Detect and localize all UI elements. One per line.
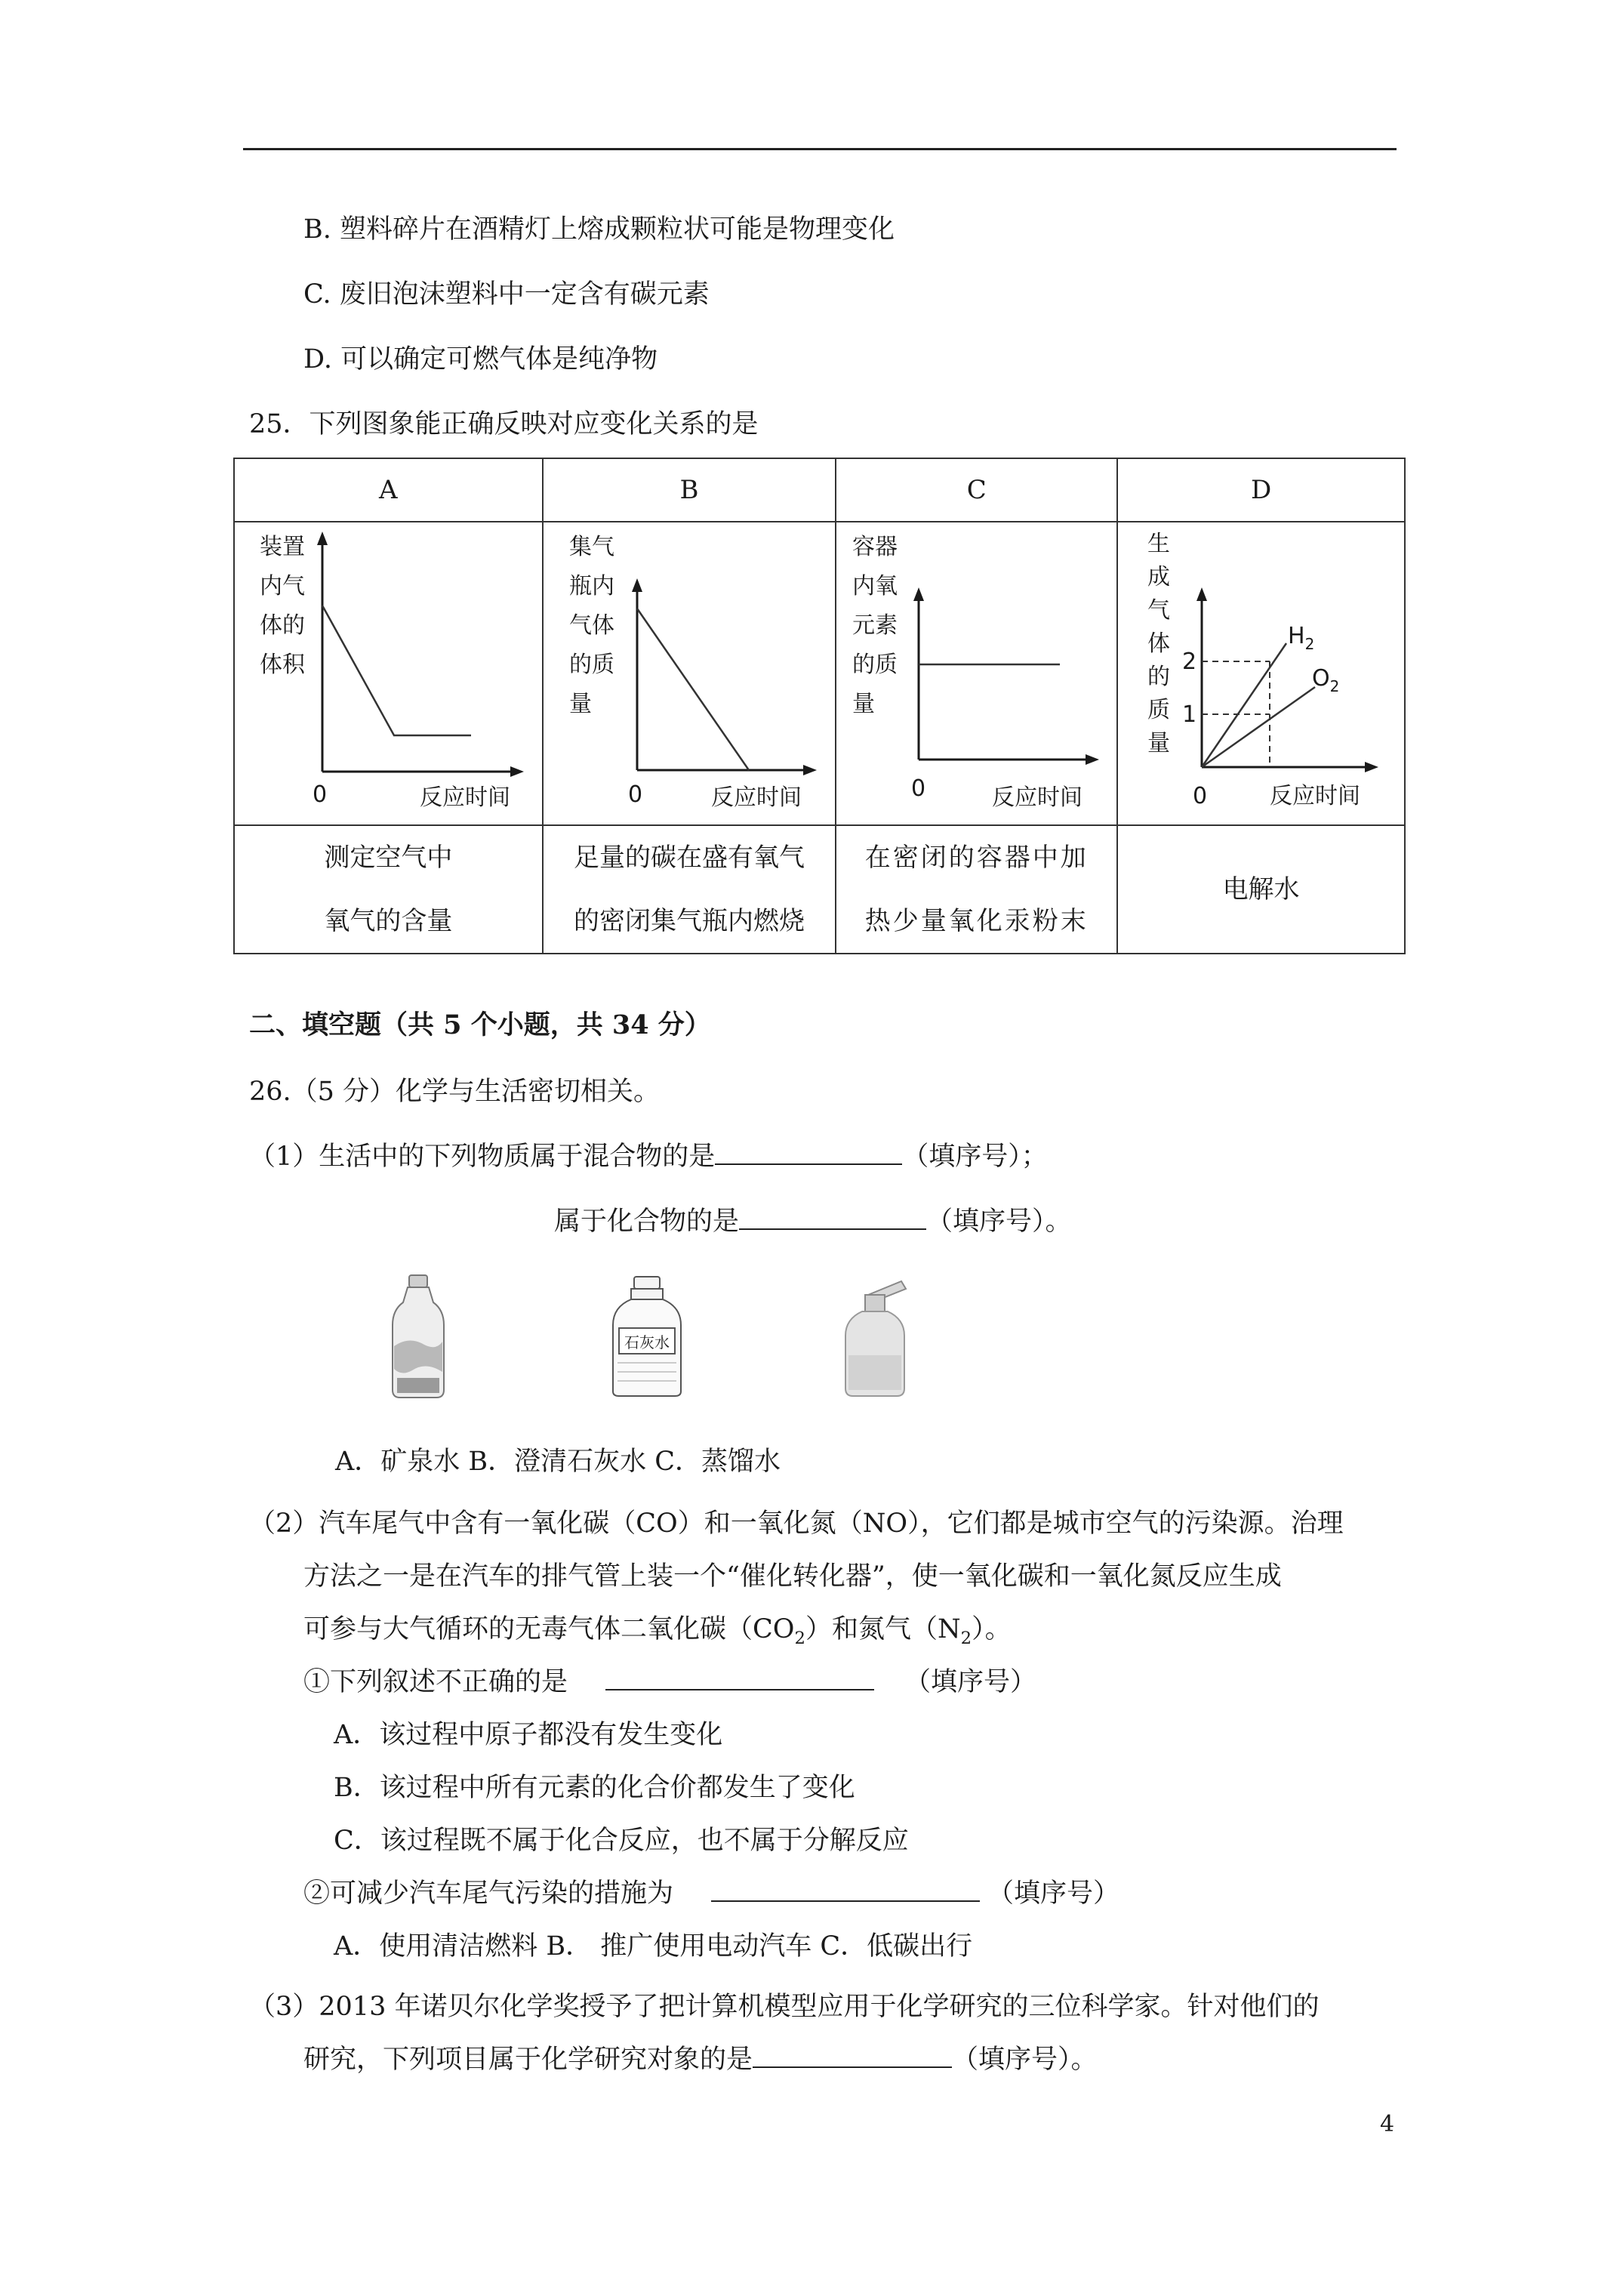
caption-b <box>543 825 836 954</box>
graph-d-ylabel-6: 质 <box>1147 697 1170 723</box>
q26-p3-line2 <box>303 2043 1098 2076</box>
graph-b-ylabel-3: 气体 <box>569 612 615 639</box>
caption-c <box>836 825 1117 954</box>
col-header-a: A <box>234 458 543 522</box>
q26-p1-a-suffix: （填序号）； <box>902 1142 1048 1172</box>
q26-p1-b-suffix: （填序号）。 <box>926 1207 1072 1237</box>
graph-c-ylabel <box>852 534 898 717</box>
q26-s1-suffix: （填序号） <box>904 1667 1037 1697</box>
q26-s1-text: ①下列叙述不正确的是 <box>303 1667 568 1697</box>
caption-d-line1: 电解水 <box>1222 874 1300 905</box>
mineral-water-bottle-image <box>387 1272 450 1401</box>
option-b: B. 塑料碎片在酒精灯上熔成颗粒状可能是物理变化 <box>303 214 895 245</box>
q26-p1-b-text: 属于化合物的是 <box>554 1207 740 1237</box>
graph-d-ylabel-2: 成 <box>1147 564 1170 590</box>
graph-d-ylabel-5: 的 <box>1147 664 1170 690</box>
q26-p2-line3-a: 可参与大气循环的无毒气体二氧化碳（CO <box>303 1614 795 1644</box>
graph-b-ylabel-4: 的质 <box>569 652 615 678</box>
graph-d-tick-2: 2 <box>1181 649 1196 675</box>
n2-subscript: 2 <box>960 1629 972 1648</box>
q26-s1-c: C．该过程既不属于化合反应，也不属于分解反应 <box>334 1826 909 1856</box>
q26-s2-text: ②可减少汽车尾气污染的措施为 <box>303 1878 674 1909</box>
caption-d <box>1117 825 1405 954</box>
graph-d-tick-1: 1 <box>1181 701 1196 728</box>
graph-b-ylabel-5: 量 <box>569 691 593 717</box>
graph-a-x-arrow <box>510 766 524 777</box>
graph-c-origin: 0 <box>910 775 925 802</box>
limewater-label-text: 石灰水 <box>624 1333 670 1351</box>
q26-p2-line3 <box>303 1613 1012 1655</box>
answer-blank-compound[interactable] <box>739 1206 926 1230</box>
col-header-b: B <box>543 458 836 522</box>
graph-d-h2-label: $H_2$ <box>1287 623 1314 653</box>
caption-a-line1: 测定空气中 <box>324 843 453 873</box>
q26-p3-line2-suffix: （填序号）。 <box>952 2045 1098 2075</box>
q26-p1-b <box>554 1205 1072 1238</box>
graph-a-ylabel-1: 装置 <box>260 534 306 560</box>
graph-d <box>1119 524 1404 823</box>
graph-d-ylabel-1: 生 <box>1147 531 1170 557</box>
graph-d-cell <box>1117 522 1405 825</box>
graph-a <box>237 524 539 823</box>
graph-a-y-arrow <box>317 532 328 545</box>
q25-stem: 25．下列图象能正确反映对应变化关系的是 <box>249 409 759 439</box>
graph-a-origin: 0 <box>313 781 328 808</box>
q25-table <box>233 458 1406 954</box>
graph-c-ylabel-5: 量 <box>852 691 875 717</box>
section-heading: 二、填空题（共 5 个小题，共 34 分） <box>249 1009 711 1040</box>
graph-b-ylabel <box>569 534 614 717</box>
graph-a-ylabel-3: 体的 <box>260 612 306 639</box>
option-c: C. 废旧泡沫塑料中一定含有碳元素 <box>303 279 710 310</box>
q26-p2-line3-c: ）。 <box>972 1614 1012 1644</box>
caption-a <box>234 825 543 954</box>
graph-c-ylabel-4: 的质 <box>852 652 898 678</box>
graph-d-xlabel: 反应时间 <box>1269 783 1360 809</box>
caption-b-line2: 的密闭集气瓶内燃烧 <box>573 906 805 936</box>
caption-a-line2: 氧气的含量 <box>324 906 453 936</box>
col-header-c: C <box>836 458 1117 522</box>
graph-b-y-arrow <box>632 578 642 592</box>
q26-stem: 26.（5 分）化学与生活密切相关。 <box>249 1077 661 1107</box>
graph-b-curve <box>637 609 749 770</box>
graph-b-origin: 0 <box>628 781 643 808</box>
graph-c-ylabel-2: 内氧 <box>852 573 898 599</box>
graph-a-ylabel-2: 内气 <box>260 573 306 599</box>
header-rule <box>243 148 1397 150</box>
caption-c-line2: 热少量氧化汞粉末 <box>864 906 1089 936</box>
q26-p1-a <box>249 1140 1048 1173</box>
answer-blank-research-object[interactable] <box>753 2044 952 2068</box>
graph-d-o2-line <box>1202 687 1315 767</box>
graph-c <box>837 524 1116 823</box>
graph-a-ylabel-4: 体积 <box>260 652 306 678</box>
graph-d-x-arrow <box>1365 762 1378 772</box>
graph-b-cell <box>543 522 836 825</box>
q26-s1 <box>303 1666 1036 1699</box>
graph-b-xlabel: 反应时间 <box>711 784 802 811</box>
graph-d-ylabel-3: 气 <box>1147 597 1170 624</box>
col-header-d: D <box>1117 458 1405 522</box>
q26-p1-a-text: （1）生活中的下列物质属于混合物的是 <box>249 1142 716 1172</box>
graph-a-ylabel <box>260 534 306 678</box>
q26-p2-line2: 方法之一是在汽车的排气管上装一个“催化转化器”，使一氧化碳和一氧化氮反应生成 <box>303 1561 1282 1592</box>
page-number: 4 <box>1380 2111 1395 2137</box>
q26-p3-line1: （3）2013 年诺贝尔化学奖授予了把计算机模型应用于化学研究的三位科学家。针对他们的 <box>249 1992 1320 2022</box>
graph-b-x-arrow <box>803 765 817 775</box>
graph-c-ylabel-3: 元素 <box>852 612 898 639</box>
graph-c-x-arrow <box>1086 754 1099 765</box>
q26-s2-suffix: （填序号） <box>987 1878 1120 1909</box>
q26-p1-choices: A．矿泉水 B．澄清石灰水 C．蒸馏水 <box>335 1447 781 1477</box>
q26-p3-line2-text: 研究，下列项目属于化学研究对象的是 <box>303 2045 753 2075</box>
graph-a-xlabel: 反应时间 <box>420 784 511 811</box>
graph-c-y-arrow <box>913 587 924 601</box>
q26-s1-b: B．该过程中所有元素的化合价都发生了变化 <box>334 1773 855 1803</box>
graph-c-cell <box>836 522 1117 825</box>
caption-b-line1: 足量的碳在盛有氧气 <box>573 843 805 873</box>
graph-d-y-arrow <box>1196 587 1207 601</box>
co2-subscript: 2 <box>794 1629 805 1648</box>
graph-b-ylabel-1: 集气 <box>569 534 615 560</box>
distilled-water-bottle-image <box>838 1272 919 1401</box>
answer-blank-incorrect-statement[interactable] <box>605 1666 874 1690</box>
answer-blank-measure[interactable] <box>711 1878 980 1902</box>
caption-c-line1: 在密闭的容器中加 <box>864 843 1089 873</box>
q26-p2-line3-b: ）和氮气（N <box>805 1614 961 1644</box>
limewater-bottle-image <box>608 1272 685 1401</box>
q26-s2-choices: A．使用清洁燃料 B． 推广使用电动汽车 C．低碳出行 <box>334 1931 973 1962</box>
graph-d-ylabel-4: 体 <box>1147 630 1170 657</box>
graph-c-ylabel-1: 容器 <box>852 534 898 560</box>
q26-p2-line1: （2）汽车尾气中含有一氧化碳（CO）和一氧化氮（NO），它们都是城市空气的污染源。治理 <box>249 1509 1344 1539</box>
option-d: D. 可以确定可燃气体是纯净物 <box>303 344 658 374</box>
graph-c-xlabel: 反应时间 <box>991 784 1083 811</box>
graph-d-ylabel <box>1147 531 1170 757</box>
graph-d-ylabel-7: 量 <box>1147 730 1170 757</box>
q26-s2 <box>303 1877 1119 1910</box>
graph-a-curve <box>322 606 471 735</box>
answer-blank-mixture[interactable] <box>715 1141 902 1165</box>
q26-s1-a: A．该过程中原子都没有发生变化 <box>334 1720 723 1750</box>
graph-d-origin: 0 <box>1192 783 1207 809</box>
graph-d-o2-label: $O_2$ <box>1311 665 1339 695</box>
graph-a-cell <box>234 522 543 825</box>
graph-b-ylabel-2: 瓶内 <box>569 573 615 599</box>
graph-b <box>544 524 834 823</box>
